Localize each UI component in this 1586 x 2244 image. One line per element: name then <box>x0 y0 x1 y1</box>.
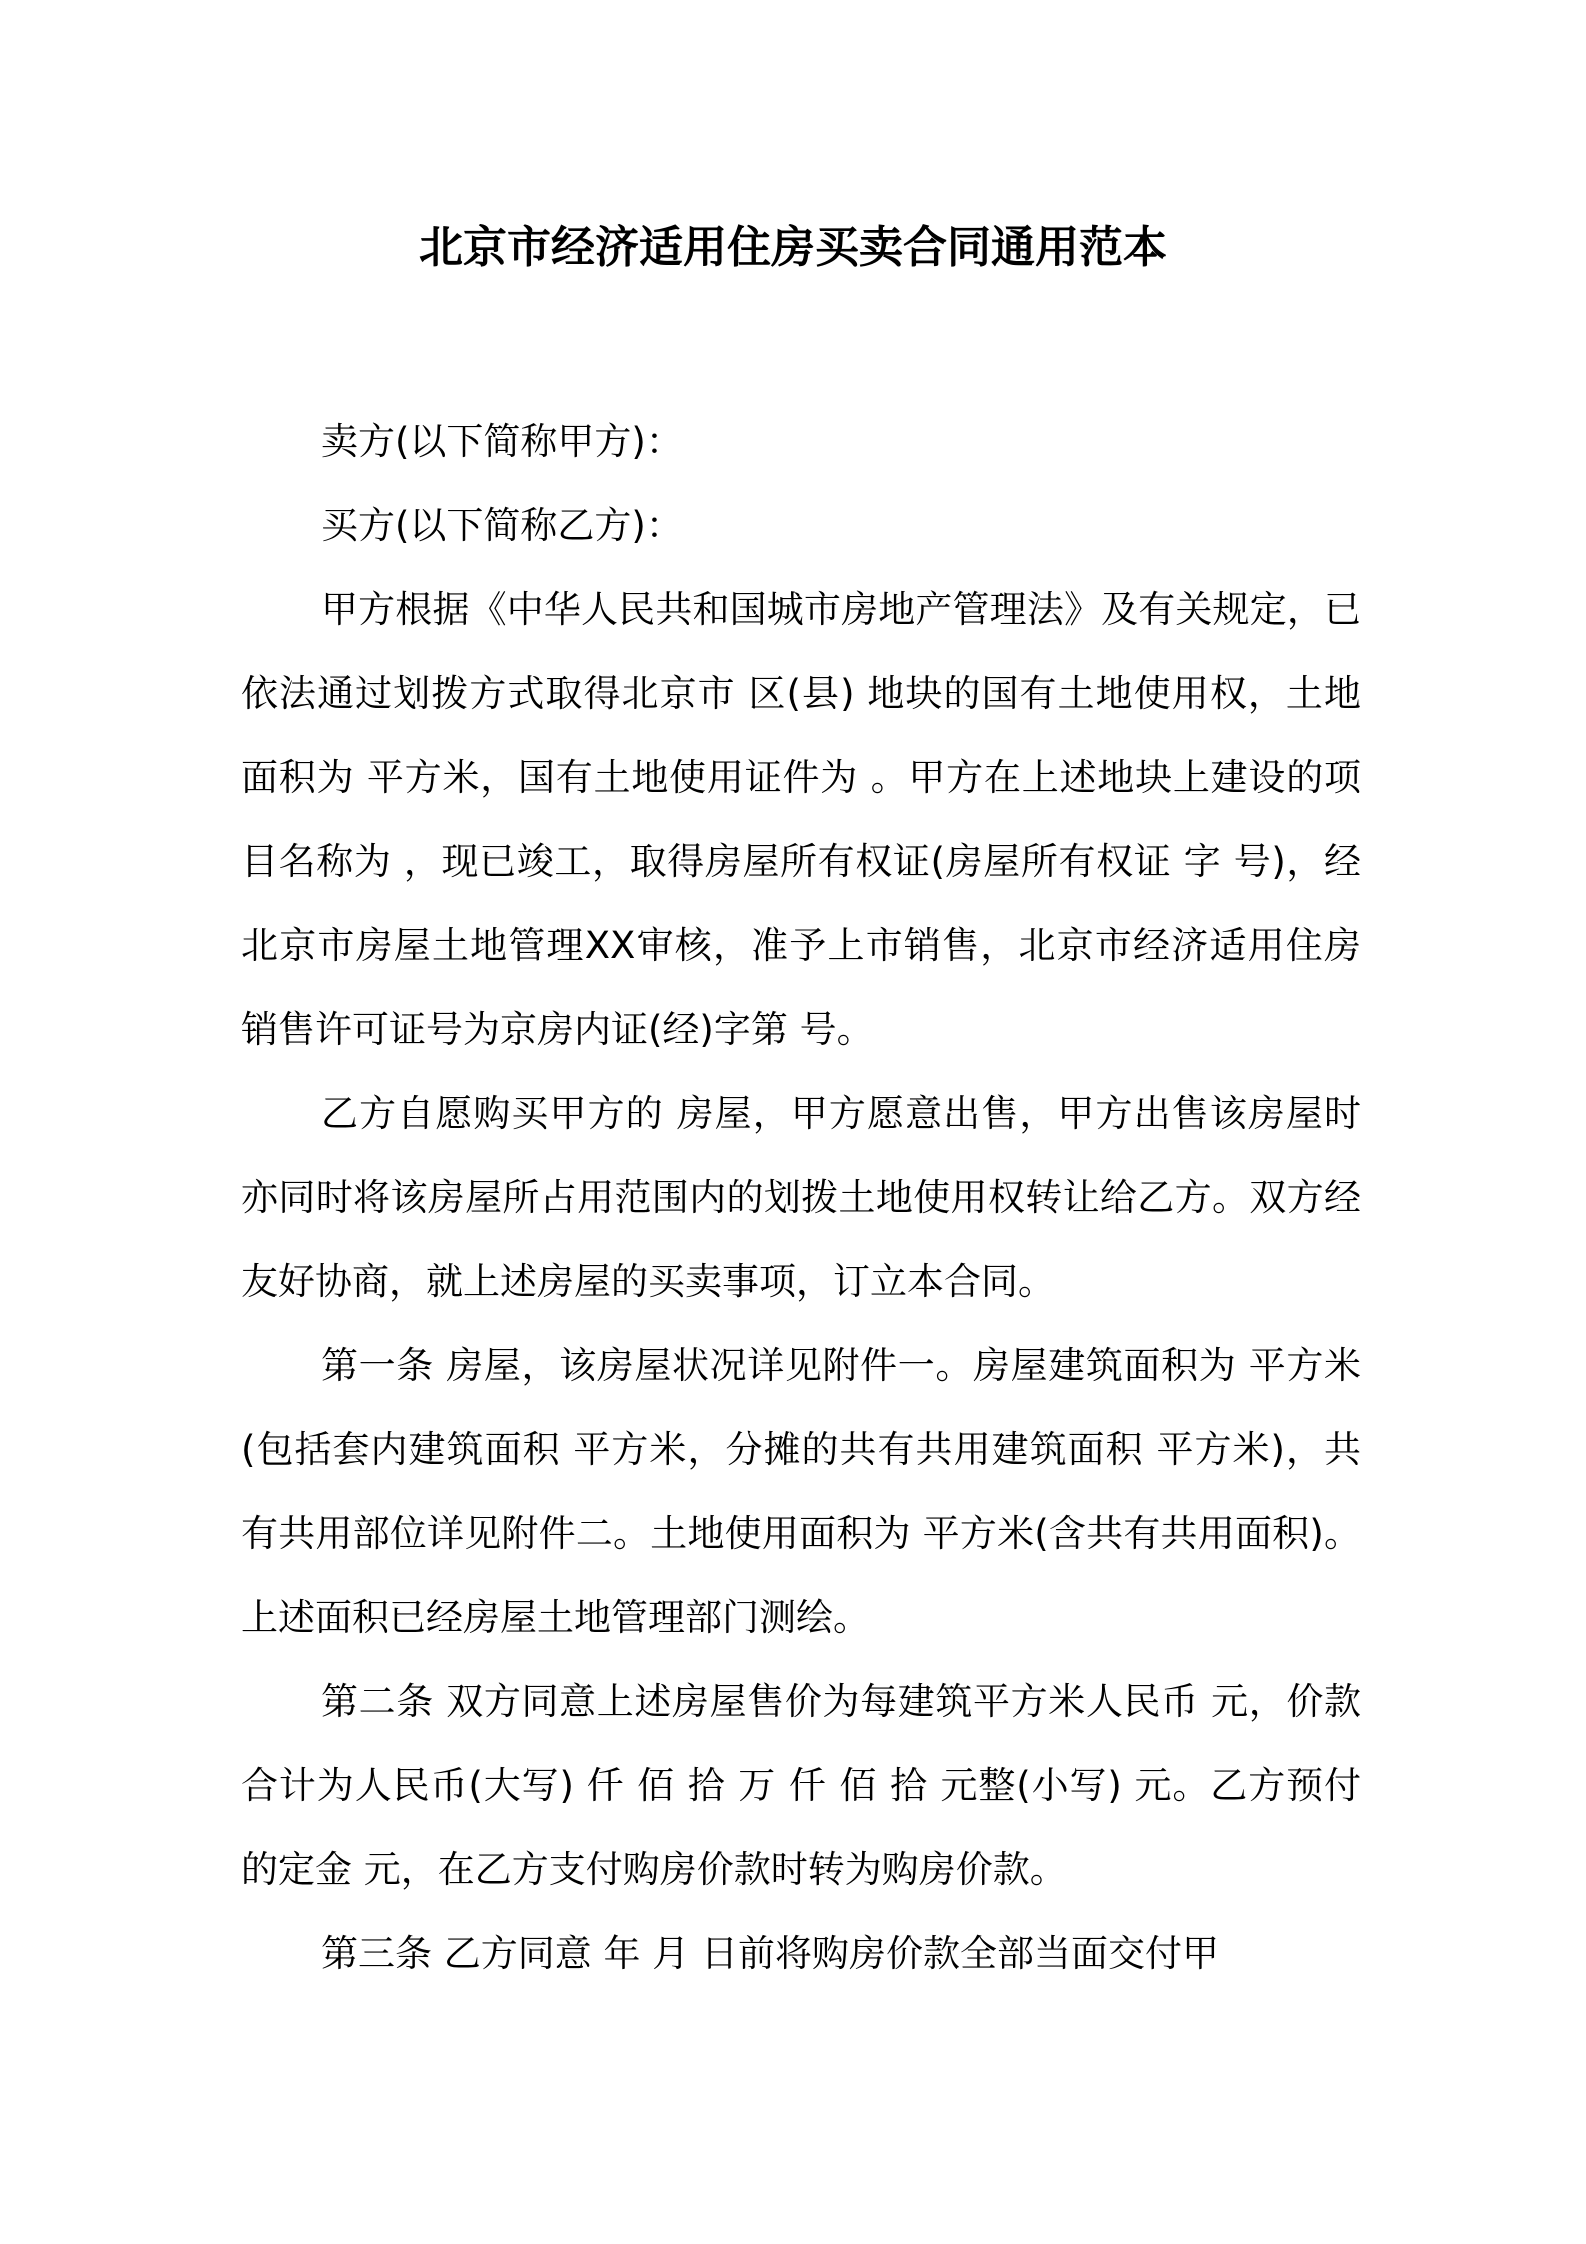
document-body <box>241 400 1361 1996</box>
article-1-paragraph: 第一条 房屋，该房屋状况详见附件一。房屋建筑面积为 平方米(包括套内建筑面积 平方米，分摊的共有共用建筑面积 平方米)，共有共用部位详见附件二。土地使用面积为 平方米(含共有共用面积)。上述面积已经房屋土地管理部门测绘。 <box>241 1344 1361 1639</box>
buyer-line: 买方(以下简称乙方)： <box>321 504 683 547</box>
article-3-paragraph: 第三条 乙方同意 年 月 日前将购房价款全部当面交付甲 <box>321 1932 1220 1975</box>
article-2-paragraph: 第二条 双方同意上述房屋售价为每建筑平方米人民币 元，价款合计为人民币(大写) 仟 佰 拾 万 仟 佰 拾 元整(小写) 元。乙方预付的定金 元，在乙方支付购房价款时转为购房价款。 <box>241 1680 1361 1891</box>
preamble-paragraph: 甲方根据《中华人民共和国城市房地产管理法》及有关规定，已依法通过划拨方式取得北京市 区(县) 地块的国有土地使用权，土地面积为 平方米，国有土地使用证件为 。甲方在上述地块上建设的项目名称为 ，现已竣工，取得房屋所有权证(房屋所有权证 字 号)，经北京市房屋土地管理XX审核，准予上市销售，北京市经济适用住房销售许可证号为京房内证(经)字第 号。 <box>241 588 1361 1051</box>
purchase-intent-paragraph: 乙方自愿购买甲方的 房屋，甲方愿意出售，甲方出售该房屋时亦同时将该房屋所占用范围内的划拨土地使用权转让给乙方。双方经友好协商，就上述房屋的买卖事项，订立本合同。 <box>241 1092 1361 1303</box>
document-title: 北京市经济适用住房买卖合同通用范本 <box>419 222 1167 273</box>
seller-line: 卖方(以下简称甲方)： <box>321 420 683 463</box>
